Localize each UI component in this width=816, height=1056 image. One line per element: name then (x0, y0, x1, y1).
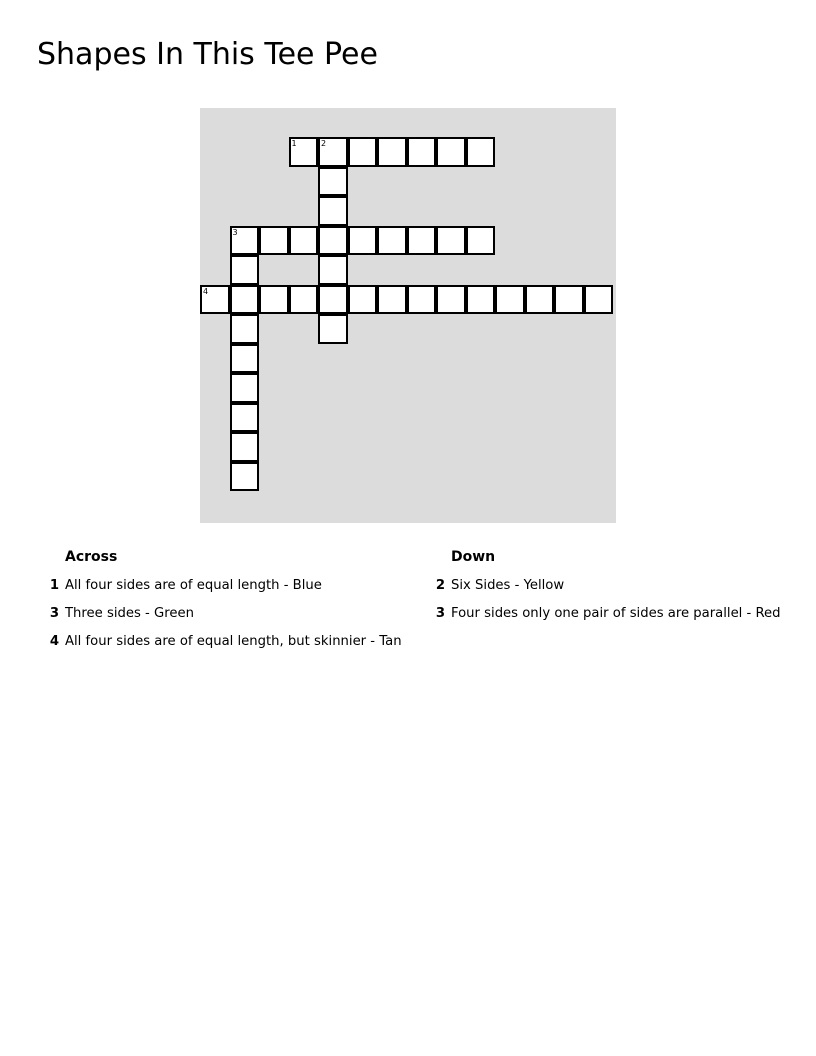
crossword-cell[interactable] (466, 226, 496, 256)
down-heading: Down (451, 549, 496, 565)
crossword-grid (200, 108, 616, 523)
clue-item (37, 632, 412, 660)
clue-number: 3 (435, 606, 445, 621)
crossword-cell[interactable] (318, 137, 348, 167)
crossword-cell[interactable] (318, 285, 348, 315)
crossword-cell[interactable] (436, 226, 466, 256)
crossword-cell[interactable] (289, 137, 319, 167)
crossword-cell[interactable] (436, 137, 466, 167)
clue-item (423, 576, 803, 604)
crossword-cell[interactable] (348, 137, 378, 167)
clue-number: 3 (49, 606, 59, 621)
crossword-cell[interactable] (377, 285, 407, 315)
clue-number: 2 (435, 578, 445, 593)
clue-text: Four sides only one pair of sides are parallel - Red (451, 606, 781, 621)
cell-number: 3 (232, 227, 238, 237)
crossword-cell[interactable] (230, 255, 260, 285)
crossword-cell[interactable] (230, 403, 260, 433)
clue-item (37, 604, 412, 632)
clue-text: All four sides are of equal length, but skinnier - Tan (65, 634, 402, 649)
crossword-cell[interactable] (230, 226, 260, 256)
crossword-cell[interactable] (436, 285, 466, 315)
cell-number: 2 (321, 139, 327, 148)
page-title: Shapes In This Tee Pee (37, 37, 378, 72)
cell-number: 1 (291, 139, 297, 148)
crossword-cell[interactable] (377, 137, 407, 167)
crossword-cell[interactable] (318, 226, 348, 256)
crossword-cell[interactable] (318, 255, 348, 285)
down-clues (423, 546, 803, 632)
crossword-cell[interactable] (230, 344, 260, 374)
across-clues (37, 546, 412, 660)
crossword-cell[interactable] (318, 314, 348, 344)
crossword-cell[interactable] (230, 462, 260, 492)
crossword-cell[interactable] (230, 373, 260, 403)
crossword-cell[interactable] (230, 432, 260, 462)
crossword-cell[interactable] (200, 285, 230, 315)
crossword-cell[interactable] (525, 285, 555, 315)
clue-text: Six Sides - Yellow (451, 578, 565, 593)
clue-item (423, 604, 803, 632)
crossword-cell[interactable] (348, 285, 378, 315)
clue-item (37, 576, 412, 604)
crossword-cell[interactable] (259, 226, 289, 256)
crossword-cell[interactable] (318, 196, 348, 226)
cell-number: 4 (203, 286, 209, 296)
crossword-cell[interactable] (348, 226, 378, 256)
across-heading: Across (65, 549, 118, 565)
crossword-cell[interactable] (407, 285, 437, 315)
clue-number: 1 (49, 578, 59, 593)
crossword-cell[interactable] (259, 285, 289, 315)
crossword-cell[interactable] (466, 137, 496, 167)
crossword-cell[interactable] (407, 137, 437, 167)
crossword-cell[interactable] (377, 226, 407, 256)
crossword-cell[interactable] (318, 167, 348, 197)
crossword-cell[interactable] (554, 285, 584, 315)
crossword-cell[interactable] (230, 285, 260, 315)
crossword-cell[interactable] (584, 285, 614, 315)
crossword-cell[interactable] (289, 285, 319, 315)
clue-number: 4 (49, 634, 59, 649)
crossword-cell[interactable] (230, 314, 260, 344)
crossword-cell[interactable] (495, 285, 525, 315)
clue-text: All four sides are of equal length - Blue (65, 578, 322, 593)
crossword-cell[interactable] (407, 226, 437, 256)
crossword-cell[interactable] (289, 226, 319, 256)
crossword-cell[interactable] (466, 285, 496, 315)
clue-text: Three sides - Green (65, 606, 194, 621)
